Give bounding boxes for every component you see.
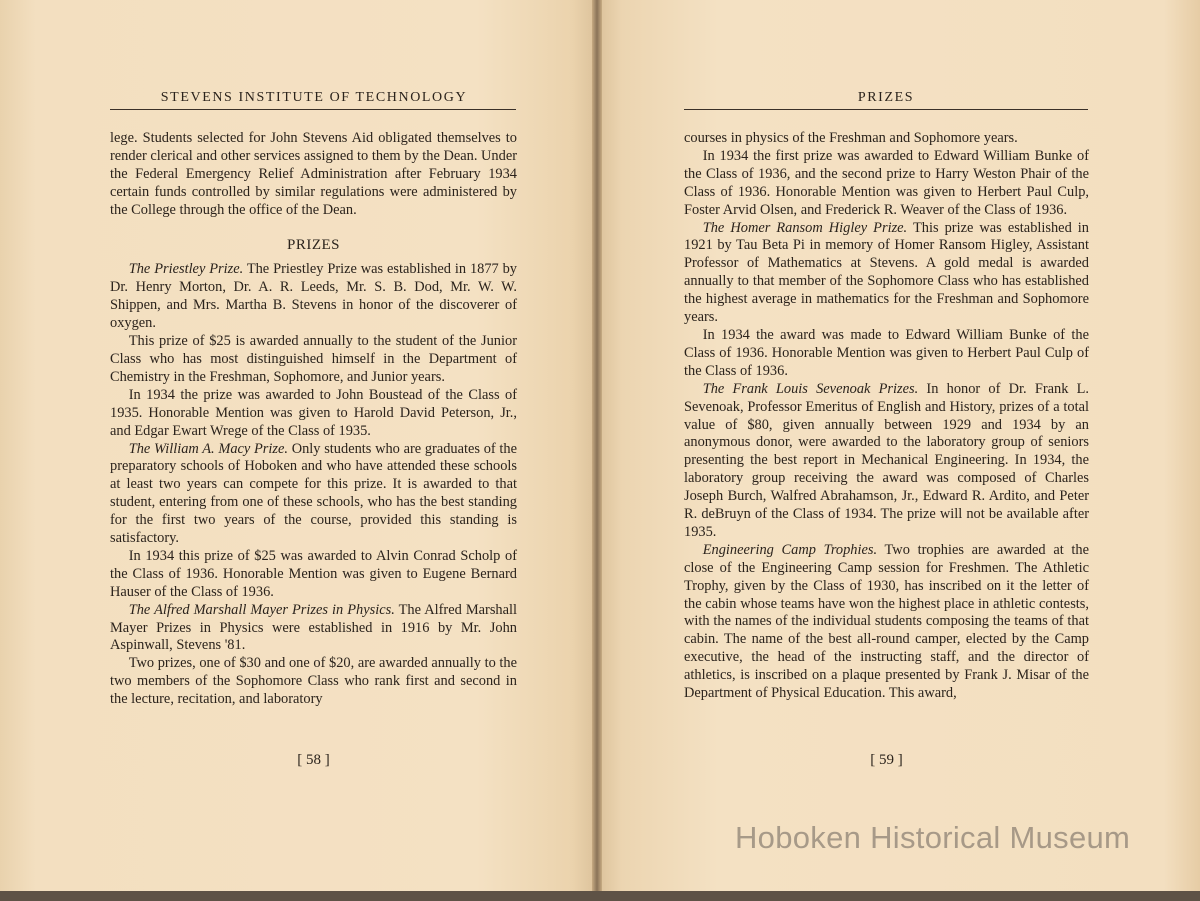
higley-paragraph (684, 220, 1089, 327)
right-running-head: PRIZES (857, 90, 915, 105)
museum-watermark: Hoboken Historical Museum (735, 820, 1131, 855)
left-body-text (110, 130, 517, 709)
book-spine (592, 0, 602, 891)
macy-text: Only students who are graduates of the preparatory schools of Hoboken and who have attended these schools at least two years can compete for this prize. It is awarded to that student, entering from one of these schools, who has the best standing for the first two years of the course, provided this standing is satisfactory. (110, 440, 517, 547)
right-body-text (684, 130, 1089, 703)
mayer-title: The Alfred Marshall Mayer Prizes in Physics. (128, 601, 395, 618)
higley-text: This prize was established in 1921 by Tau Beta Pi in memory of Homer Ransom Higley, Assistant Professor of Mathematics at Stevens. A gold medal is awarded annually to that member of the Sophomore Class who has established the highest average in mathematics for the Freshman and Sophomore years. (684, 219, 1090, 326)
right-page (598, 0, 1200, 891)
right-head-rule (684, 109, 1088, 110)
left-folio: [ 58 ] (297, 752, 330, 768)
macy-paragraph (110, 441, 517, 548)
continuation-paragraph: courses in physics of the Freshman and Sophomore years. (684, 130, 1018, 146)
priestley-1934-paragraph: In 1934 the prize was awarded to John Boustead of the Class of 1935. Honorable Mention was given to Harold David Peterson, Jr., and Edgar Ewart Wrege of the Class of 1935. (110, 386, 517, 439)
camp-text: Two trophies are awarded at the close of the Engineering Camp session for Freshmen. The Athletic Trophy, given by the Class of 1930, has inscribed on it the letter of the cabin whose teams have won the highest place in athletic contests, with the names of the individual students composing the teams of that cabin. The name of the best all-round camper, elected by the Camp executive, the head of the instructing staff, and the director of athletics, is inscribed on a plaque presented by Frank J. Misar of the Department of Physical Education. This award, (684, 541, 1089, 702)
priestley-title: The Priestley Prize. (128, 261, 244, 278)
bottom-edge (0, 891, 1200, 901)
macy-1934-paragraph: In 1934 this prize of $25 was awarded to Alvin Conrad Scholp of the Class of 1936. Honorable Mention was given to Eugene Bernard Hauser of the Class of 1936. (110, 547, 517, 600)
left-head-rule (110, 109, 516, 110)
section-heading: PRIZES (286, 236, 340, 253)
mayer-1934-paragraph: In 1934 the first prize was awarded to Edward William Bunke of the Class of 1936, and the second prize to Harry Weston Phair of the Class of 1936. Honorable Mention was given to Herbert Paul Culp, Foster Arvid Olsen, and Frederick R. Weaver of the Class of 1936. (684, 147, 1089, 218)
sevenoak-paragraph (684, 381, 1089, 542)
left-running-head: STEVENS INSTITUTE OF TECHNOLOGY (160, 90, 468, 105)
mayer-text: The Alfred Marshall Mayer Prizes in Physics were established in 1916 by Mr. John Aspinwall, Stevens '81. (110, 601, 518, 654)
priestley-paragraph (110, 261, 517, 333)
sevenoak-text: In honor of Dr. Frank L. Sevenoak, Professor Emeritus of English and History, prizes of a total value of $80, given annually between 1929 and 1934 by an anonymous donor, were awarded to the laboratory group of seniors presenting the best report in Mechanical Engineering. In 1934, the laboratory group receiving the award was composed of Charles Joseph Burch, Walfred Abrahamson, Jr., Edward R. Ardito, and Peter R. deBruyn of the Class of 1934. The prize will not be available after 1935. (684, 380, 1089, 540)
priestley-amount-paragraph: This prize of $25 is awarded annually to the student of the Junior Class who has most distinguished himself in the Department of Chemistry in the Freshman, Sophomore, and Junior years. (110, 333, 517, 385)
higley-title: The Homer Ransom Higley Prize. (702, 219, 908, 236)
mayer-amounts-paragraph: Two prizes, one of $30 and one of $20, are awarded annually to the two members of the Sophomore Class who rank first and second in the lecture, recitation, and laboratory (110, 655, 517, 708)
sevenoak-title: The Frank Louis Sevenoak Prizes. (702, 380, 919, 397)
intro-paragraph: lege. Students selected for John Stevens Aid obligated themselves to render clerical and other services assigned to them by the Dean. Under the Federal Emergency Relief Administration after February 1934 certain funds controlled by similar regulations were administered by the College through the office of the Dean. (110, 130, 517, 218)
macy-title: The William A. Macy Prize. (128, 440, 288, 457)
camp-title: Engineering Camp Trophies. (702, 541, 878, 558)
priestley-text: The Priestley Prize was established in 1877 by Dr. Henry Morton, Dr. A. R. Leeds, Mr. S. B. Dod, Mr. W. W. Shippen, and Mrs. Martha B. Stevens in honor of the discoverer of oxygen. (110, 261, 518, 332)
right-folio: [ 59 ] (870, 752, 903, 768)
left-page (0, 0, 596, 891)
higley-1934-paragraph: In 1934 the award was made to Edward William Bunke of the Class of 1936. Honorable Mention was given to Herbert Paul Culp of the Class of 1936. (684, 326, 1089, 379)
camp-paragraph (684, 542, 1089, 703)
mayer-paragraph (110, 602, 517, 656)
